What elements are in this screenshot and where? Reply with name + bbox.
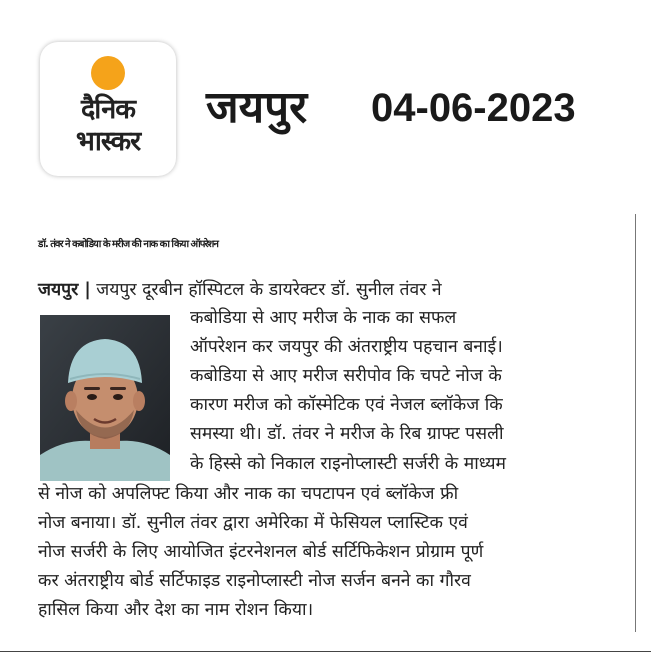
article-line-3: ऑपरेशन कर जयपुर की अंतराष्ट्रीय पहचान बनाई। (190, 337, 503, 357)
article-line-4: कबोडिया से आए मरीज सरीपोव कि चपटे नोज के (190, 366, 502, 386)
article-line-7: के हिस्से को निकाल राइनोप्लास्टी सर्जरी के माध्यम (190, 454, 506, 474)
article-line-9: नोज बनाया। डॉ. सुनील तंवर द्वारा अमेरिका में फेसियल प्लास्टिक एवं (38, 513, 468, 533)
article-line-1 (38, 276, 442, 304)
logo-text-line2: भास्कर (75, 126, 141, 157)
article-dateline: जयपुर | (38, 280, 91, 300)
article-first-line: जयपुर दूरबीन हॉस्पिटल के डायरेक्टर डॉ. सुनील तंवर ने (96, 280, 442, 300)
dainik-bhaskar-logo (40, 42, 176, 176)
column-rule (635, 214, 636, 632)
article-headline: डॉ. तंवर ने कबोडिया के मरीज की नाक का किया ऑपरेशन (38, 239, 218, 250)
article-line-8: से नोज को अपलिफ्ट किया और नाक का चपटापन एवं ब्लॉकेज फ्री (38, 484, 459, 504)
edition-date: 04-06-2023 (371, 86, 576, 130)
doctor-photo (40, 315, 170, 481)
bottom-rule (0, 651, 651, 652)
article-line-11: कर अंतराष्ट्रीय बोर्ड सर्टिफाइड राइनोप्लास्टी नोज सर्जन बनने का गौरव (38, 571, 471, 591)
edition-city: जयपुर (206, 82, 308, 133)
sun-icon (91, 56, 125, 90)
article-line-2: कबोडिया से आए मरीज के नाक का सफल (190, 308, 457, 328)
article-line-6: समस्या थी। डॉ. तंवर ने मरीज के रिब ग्राफ्ट पसली (190, 424, 504, 444)
article-line-10: नोज सर्जरी के लिए आयोजित इंटरनेशनल बोर्ड सर्टिफिकेशन प्रोग्राम पूर्ण (38, 542, 484, 562)
logo-text-line1: दैनिक (80, 94, 136, 125)
article-line-5: कारण मरीज को कॉस्मेटिक एवं नेजल ब्लॉकेज कि (190, 395, 503, 415)
article-line-12: हासिल किया और देश का नाम रोशन किया। (38, 600, 314, 620)
